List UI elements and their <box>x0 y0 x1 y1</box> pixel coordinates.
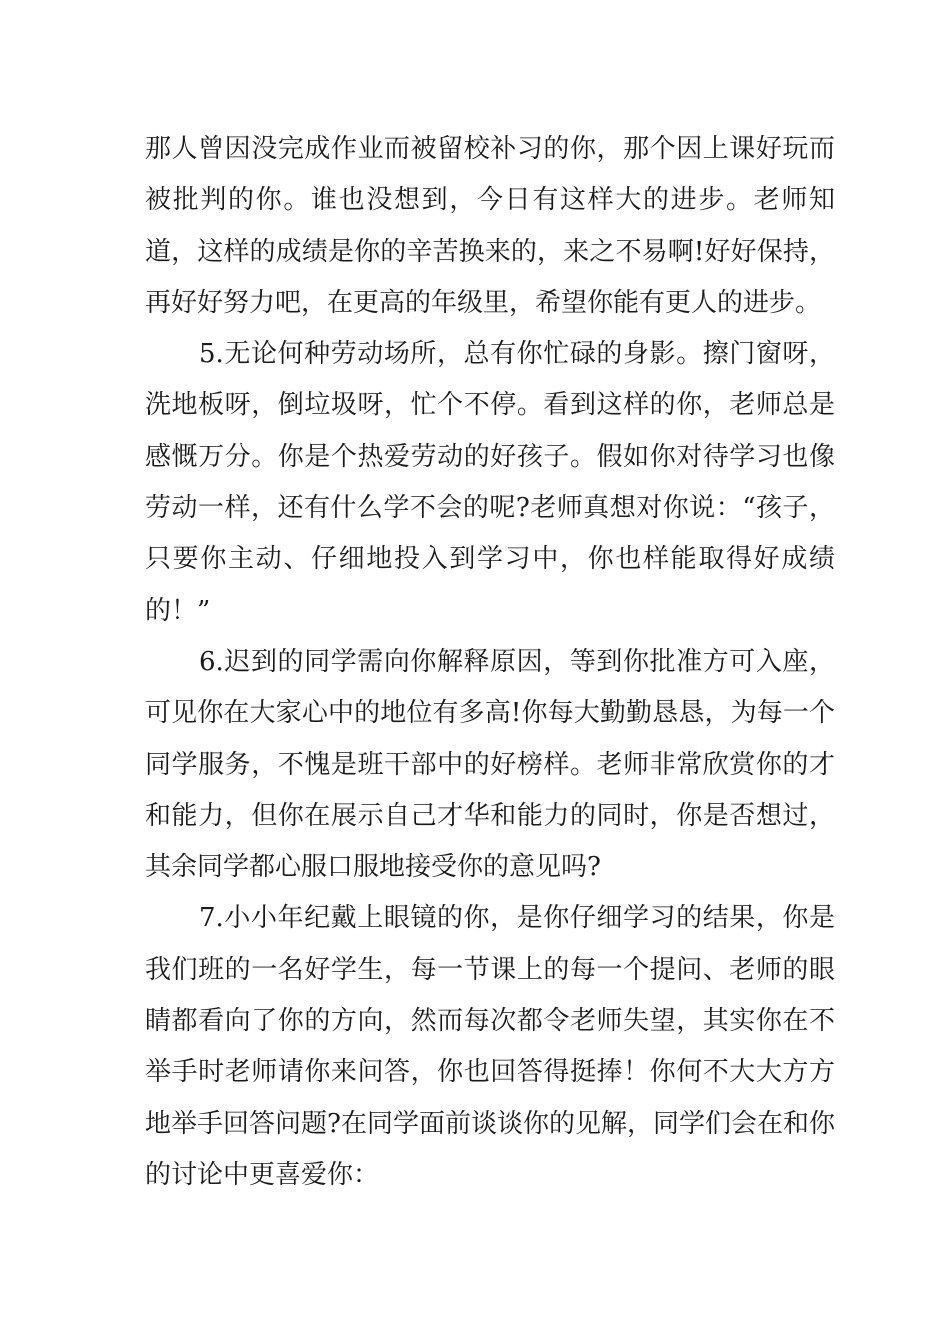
paragraph-continuation: 那人曾因没完成作业而被留校补习的你，那个因上课好玩而被批判的你。谁也没想到，今日有这样大的进步。老师知道，这样的成绩是你的辛苦换来的，来之不易啊!好好保持，再好好努力吧，在更高的年级里，希望你能有更人的进步。 <box>145 134 835 318</box>
document-body <box>145 124 835 1201</box>
paragraph-item-7: 7.小小年纪戴上眼镜的你，是你仔细学习的结果，你是我们班的一名好学生，每一节课上的每一个提问、老师的眼睛都看向了你的方向，然而每次都令老师失望，其实你在不举手时老师请你来问答，你也回答得挺捧！你何不大大方方地举手回答问题?在同学面前谈谈你的见解，同学们会在和你的讨论中更喜爱你： <box>145 903 835 1190</box>
paragraph-item-6: 6.迟到的同学需向你解释原因，等到你批准方可入座，可见你在大家心中的地位有多高!你每大勤勤恳恳，为每一个同学服务，不愧是班干部中的好榜样。老师非常欣赏你的才和能力，但你在展示自己才华和能力的同时，你是否想过，其余同学都心服口服地接受你的意见吗? <box>145 646 835 883</box>
paragraph-item-5: 5.无论何种劳动场所，总有你忙碌的身影。擦门窗呀，洗地板呀，倒垃圾呀，忙个不停。看到这样的你，老师总是感慨万分。你是个热爱劳动的好孩子。假如你对待学习也像劳动一样，还有什么学不会的呢?老师真想对你说：“孩子，只要你主动、仔细地投入到学习中，你也样能取得好成绩的！” <box>145 339 835 626</box>
